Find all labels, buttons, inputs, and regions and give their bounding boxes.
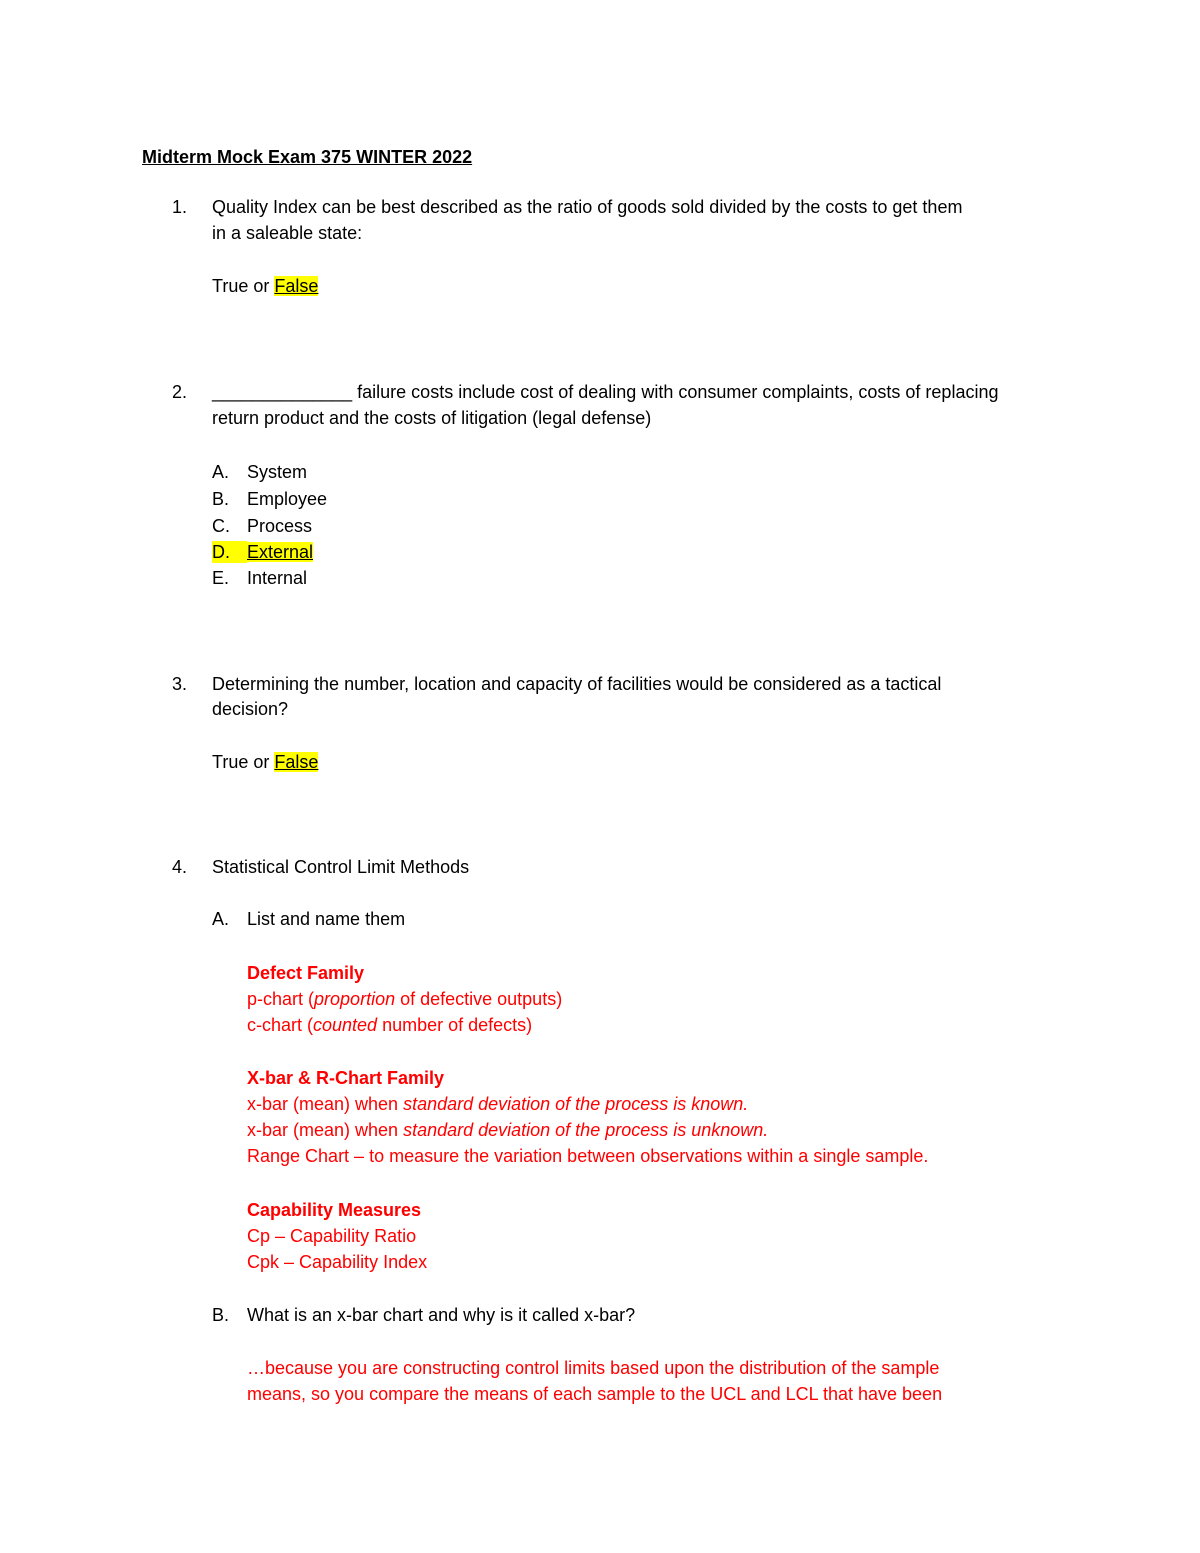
answer-line [212,275,318,297]
answer-highlight: False [274,276,319,296]
option-a [212,461,307,483]
answer-line-xbar-unknown [247,1119,768,1141]
text: x-bar (mean) when [247,1120,404,1140]
page-title: Midterm Mock Exam 375 WINTER 2022 [142,147,473,167]
question-text-cont: return product and the costs of litigation (legal defense) [212,408,652,428]
question-text-cont: in a saleable state: [212,223,363,243]
text-italic: standard deviation of the process is known. [403,1094,749,1114]
answer-line-cp: Cp – Capability Ratio [247,1226,417,1246]
answer-line [212,751,318,773]
text-italic: standard deviation of the process is unknown. [403,1120,769,1140]
question-text: Quality Index can be best described as the ratio of goods sold divided by the costs to get them [212,197,963,217]
question-text [212,381,998,403]
answer-prefix: True or [212,752,275,772]
text-italic: proportion [314,989,396,1009]
option-text: Employee [247,489,328,509]
answer-line-b1: …because you are constructing control limits based upon the distribution of the sample [247,1358,940,1378]
option-text: Process [247,516,313,536]
answer-line-pchart [247,988,562,1010]
option-letter: A. [212,462,230,482]
question-number: 4. [172,857,188,877]
question-text: Statistical Control Limit Methods [212,857,470,877]
answer-prefix: True or [212,276,275,296]
option-e [212,567,307,589]
option-letter: D. [212,541,247,563]
sub-letter: B. [212,1305,230,1325]
sub-text: What is an x-bar chart and why is it called x-bar? [247,1305,636,1325]
sub-letter: A. [212,909,230,929]
sub-text: List and name them [247,909,406,929]
subquestion-b [212,1304,635,1326]
option-text: System [247,462,308,482]
option-letter: C. [212,516,230,536]
question-number: 1. [172,197,188,217]
answer-line-cpk: Cpk – Capability Index [247,1252,428,1272]
answer-heading-defect: Defect Family [247,963,365,983]
answer-line-cchart [247,1014,532,1036]
text: p-chart ( [247,989,315,1009]
text-italic: counted [313,1015,378,1035]
question-number: 3. [172,674,188,694]
answer-line-xbar-known [247,1093,748,1115]
question-text: Determining the number, location and capacity of facilities would be considered as a tactical [212,674,942,694]
answer-heading-xbar: X-bar & R-Chart Family [247,1068,445,1088]
option-text: External [247,542,314,562]
text: number of defects) [377,1015,533,1035]
option-letter: E. [212,568,230,588]
option-d [212,541,313,563]
option-b [212,488,327,510]
option-letter: B. [212,489,230,509]
answer-heading-capability: Capability Measures [247,1200,422,1220]
text: x-bar (mean) when [247,1094,404,1114]
option-text: Internal [247,568,308,588]
answer-highlight: False [274,752,319,772]
option-c [212,515,312,537]
answer-line-range: Range Chart – to measure the variation between observations within a single sample. [247,1146,929,1166]
text: of defective outputs) [395,989,563,1009]
answer-line-b2: means, so you compare the means of each sample to the UCL and LCL that have been [247,1384,943,1404]
blank-line: ______________ [212,382,353,402]
question-text-cont: decision? [212,699,289,719]
question-number: 2. [172,382,188,402]
text: c-chart ( [247,1015,314,1035]
subquestion-a [212,908,405,930]
question-text-rest: failure costs include cost of dealing with consumer complaints, costs of replacing [352,382,999,402]
